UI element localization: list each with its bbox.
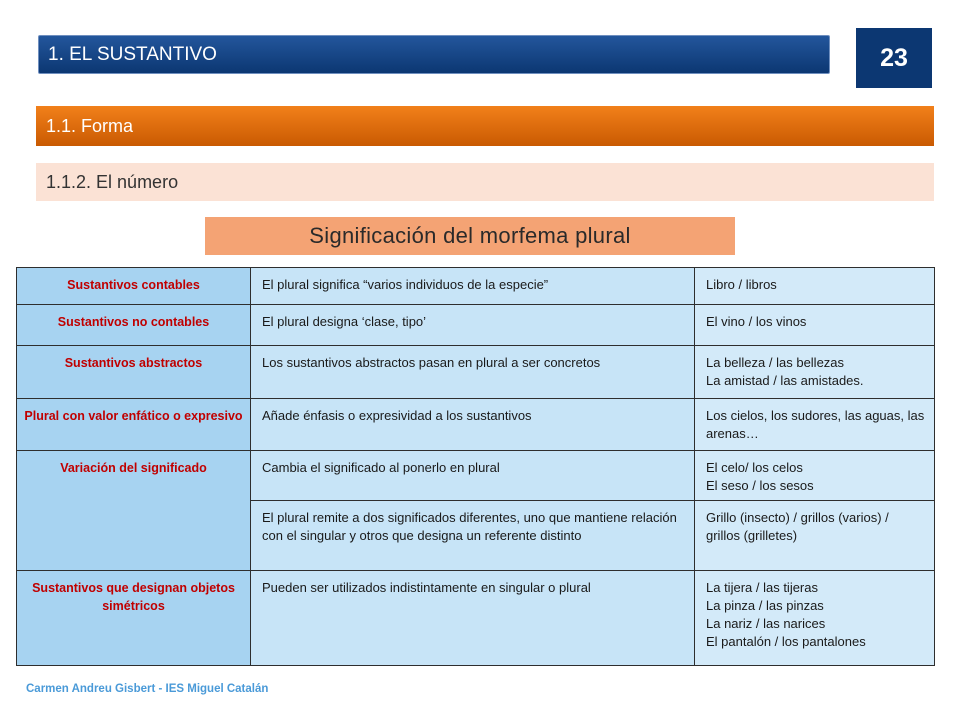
table-row <box>17 268 935 305</box>
table-row <box>17 399 935 451</box>
meaning-cell: El plural remite a dos significados diferentes, uno que mantiene relación con el singular y otros que designa un referente distinto <box>251 501 695 571</box>
examples-cell <box>695 501 935 571</box>
example-line: Grillo (insecto) / grillos (varios) / grillos (grilletes) <box>706 510 889 543</box>
example-line: La pinza / las pinzas <box>706 598 824 613</box>
table-row <box>17 346 935 399</box>
plural-meaning-table <box>16 267 935 666</box>
meaning-cell: El plural designa ‘clase, tipo’ <box>251 305 695 346</box>
page-number-badge: 23 <box>856 28 932 88</box>
examples-cell <box>695 571 935 666</box>
example-line: El vino / los vinos <box>706 314 807 329</box>
category-cell: Sustantivos contables <box>17 268 251 305</box>
table-title: Significación del morfema plural <box>205 217 735 255</box>
meaning-cell: Pueden ser utilizados indistintamente en singular o plural <box>251 571 695 666</box>
example-line: El celo/ los celos <box>706 460 803 475</box>
category-cell: Sustantivos no contables <box>17 305 251 346</box>
section-title: 1.1. Forma <box>46 116 134 136</box>
examples-cell <box>695 305 935 346</box>
slide-header-title: 1. EL SUSTANTIVO <box>48 44 217 65</box>
example-line: El seso / los sesos <box>706 478 814 493</box>
examples-cell <box>695 346 935 399</box>
subsection-bar <box>36 163 934 201</box>
meaning-cell: El plural significa “varios individuos de la especie” <box>251 268 695 305</box>
meaning-cell: Los sustantivos abstractos pasan en plural a ser concretos <box>251 346 695 399</box>
example-line: El pantalón / los pantalones <box>706 634 866 649</box>
category-cell: Variación del significado <box>17 451 251 571</box>
subsection-title: 1.1.2. El número <box>46 172 179 192</box>
example-line: Los cielos, los sudores, las aguas, las arenas… <box>706 408 925 441</box>
examples-cell <box>695 399 935 451</box>
meaning-cell: Añade énfasis o expresividad a los sustantivos <box>251 399 695 451</box>
examples-cell <box>695 451 935 501</box>
section-bar <box>36 106 934 146</box>
footer-author: Carmen Andreu Gisbert - IES Miguel Catalán <box>26 683 269 695</box>
meaning-cell: Cambia el significado al ponerlo en plural <box>251 451 695 501</box>
slide-header-bar <box>38 35 830 74</box>
category-cell: Plural con valor enfático o expresivo <box>17 399 251 451</box>
category-cell: Sustantivos abstractos <box>17 346 251 399</box>
table-row <box>17 305 935 346</box>
table-row <box>17 571 935 666</box>
example-line: La nariz / las narices <box>706 616 826 631</box>
example-line: La belleza / las bellezas <box>706 355 845 370</box>
category-cell: Sustantivos que designan objetos simétricos <box>17 571 251 666</box>
table-row <box>17 451 935 501</box>
example-line: La tijera / las tijeras <box>706 580 818 595</box>
examples-cell <box>695 268 935 305</box>
example-line: Libro / libros <box>706 277 777 292</box>
example-line: La amistad / las amistades. <box>706 373 864 388</box>
